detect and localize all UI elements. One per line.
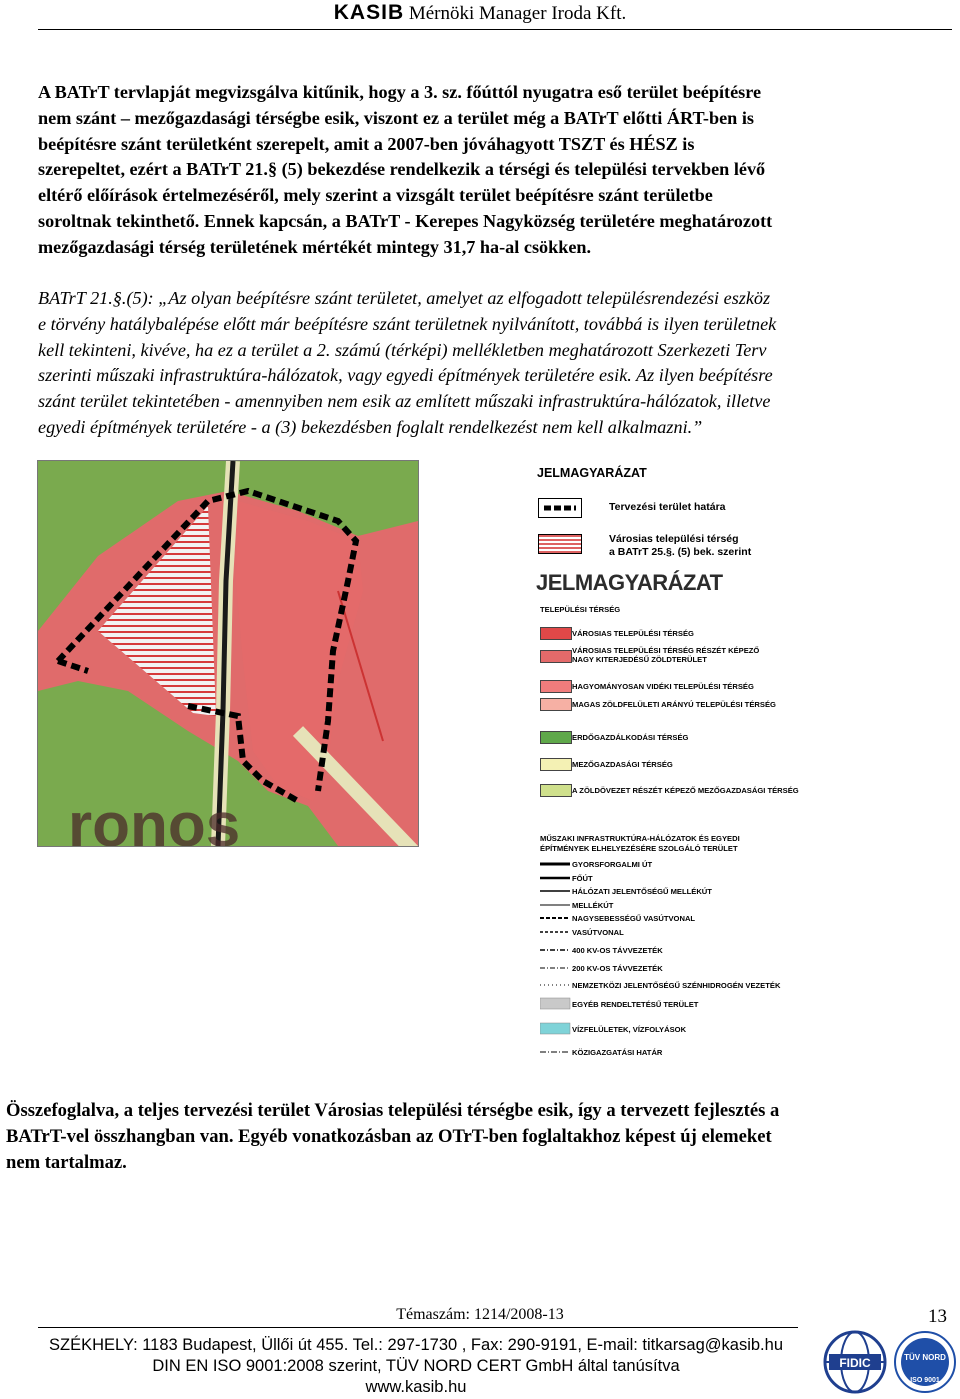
swatch-label: MEZŐGAZDASÁGI TÉRSÉG	[572, 760, 673, 769]
swatch	[540, 650, 572, 663]
legend	[530, 460, 830, 1070]
hatched-legend-icon	[538, 534, 582, 554]
page-header	[0, 2, 960, 25]
paragraph-analysis	[38, 80, 952, 261]
line-label: FŐÚT	[572, 874, 593, 883]
swatch	[540, 698, 572, 711]
legend-big-title: JELMAGYARÁZAT	[536, 570, 723, 595]
footer-website: www.kasib.hu	[365, 1378, 467, 1396]
fidic-logo	[823, 1330, 887, 1399]
swatch-label: VÁROSIAS TELEPÜLÉSI TÉRSÉG	[572, 629, 694, 638]
text-line: BATrT-vel összhangban van. Egyéb vonatkozásban az OTrT-ben foglaltakhoz képest új elemeket	[6, 1126, 772, 1147]
swatch-label: VÁROSIAS TELEPÜLÉSI TÉRSÉG RÉSZÉT KÉPEZŐ NAGY KITERJEDÉSŰ ZÖLDTERÜLET	[572, 646, 760, 664]
map-place-label: ronos	[68, 791, 241, 846]
kasib-logo: KASIB	[333, 1, 405, 24]
text-line: nem szánt – mezőgazdasági térségbe esik, viszont ez a terület még a BATrT előtti ÁRT-ben is	[38, 107, 754, 128]
footer-divider	[38, 1327, 798, 1328]
line-symbols	[540, 860, 572, 1060]
swatch	[540, 627, 572, 640]
swatch-label: ERDŐGAZDÁLKODÁSI TÉRSÉG	[572, 733, 689, 742]
boundary-legend-icon	[538, 498, 582, 518]
legend-section-infrastructure: MŰSZAKI INFRASTRUKTÚRA-HÁLÓZATOK ÉS EGYEDI ÉPÍTMÉNYEK ELHELYEZÉSÉRE SZOLGÁLÓ TERÜLET	[540, 834, 740, 853]
text-line: nem tartalmaz.	[6, 1152, 127, 1173]
paragraph-quote	[38, 286, 952, 441]
page-number: 13	[928, 1306, 947, 1327]
text-line: BATrT 21.§.(5): „Az olyan beépítésre szánt területet, amelyet az elfogadott településrendezési eszköz	[38, 288, 771, 308]
legend-item-boundary: Tervezési terület határa	[609, 501, 726, 513]
line-label: KÖZIGAZGATÁSI HATÁR	[572, 1048, 663, 1057]
paragraph-summary	[6, 1098, 952, 1176]
swatch-label: HAGYOMÁNYOSAN VIDÉKI TELEPÜLÉSI TÉRSÉG	[572, 682, 754, 691]
line-label: GYORSFORGALMI ÚT	[572, 860, 653, 869]
swatch	[540, 680, 572, 693]
text-line: soroltnak tekinthető. Ennek kapcsán, a BATrT - Kerepes Nagyközség területére meghatározott	[38, 210, 773, 231]
tuv-logo	[893, 1330, 957, 1399]
plan-map-image	[37, 460, 419, 847]
line-label: VASÚTVONAL	[572, 928, 624, 937]
text-line: egyedi építmények területére - a (3) bekezdésben foglalt rendelkezést nem kell alkalmazni.”	[38, 416, 703, 437]
text-line: kell tekinteni, kivéve, ha ez a terület a 2. számú (térképi) mellékletben meghatározott Szerkezeti Terv	[38, 339, 767, 360]
fidic-text: FIDIC	[839, 1356, 871, 1370]
line-label: MELLÉKÚT	[572, 901, 614, 910]
line-label: NEMZETKÖZI JELENTŐSÉGŰ SZÉNHIDROGÉN VEZETÉK	[572, 981, 781, 990]
text-line: eltérő előírások értelmezéséről, mely szerint a vizsgált terület beépítésre szánt területbe	[38, 185, 713, 206]
tuv-text: TÜV NORD	[904, 1353, 946, 1362]
line-label: VÍZFELÜLETEK, VÍZFOLYÁSOK	[572, 1025, 687, 1034]
legend-title: JELMAGYARÁZAT	[537, 466, 647, 480]
legend-item-urban: Városias települési térség a BATrT 25.§. (5) bek. szerint	[609, 533, 752, 558]
swatch	[540, 731, 572, 744]
text-line: szerinti műszaki infrastruktúra-hálózatok, vagy egyedi építmények területére esik. Az ilyen beépítésre	[38, 365, 773, 386]
swatch-label: MAGAS ZÖLDFELÜLETI ARÁNYÚ TELEPÜLÉSI TÉRSÉG	[572, 700, 776, 709]
swatch	[540, 758, 572, 771]
line-label: EGYÉB RENDELTETÉSŰ TERÜLET	[572, 1000, 699, 1009]
header-divider	[38, 29, 952, 30]
footer-address: SZÉKHELY: 1183 Budapest, Üllői út 455. Tel.: 297-1730 , Fax: 290-9191, E-mail: titkarsag@kasib.hu	[49, 1336, 783, 1354]
text-line: szánt terület tekintetében - amennyiben nem esik az említett műszaki infrastruktúra-hálózatok, illetve	[38, 391, 771, 412]
text-line: szerepeltet, ezért a BATrT 21.§ (5) bekezdése rendelkezik a térségi és települési tervekben lévő	[38, 159, 766, 180]
line-label: 200 KV-OS TÁVVEZETÉK	[572, 964, 663, 973]
footer-topic-number: Témaszám: 1214/2008-13	[396, 1306, 564, 1323]
text-line: e törvény hatálybalépése előtt már beépítésre szánt területnek nyilvánított, továbbá is ilyen területnek	[38, 313, 777, 334]
iso-text: ISO 9001	[910, 1377, 940, 1384]
swatch-label: A ZÖLDÖVEZET RÉSZÉT KÉPEZŐ MEZŐGAZDASÁGI TÉRSÉG	[572, 786, 799, 795]
text-line: A BATrT tervlapját megvizsgálva kitűnik, hogy a 3. sz. főúttól nyugatra eső terület beépítésre	[38, 82, 762, 102]
swatch	[540, 784, 572, 797]
map-svg	[38, 461, 418, 846]
line-label: NAGYSEBESSÉGŰ VASÚTVONAL	[572, 914, 696, 923]
legend-section-settlement: TELEPÜLÉSI TÉRSÉG	[540, 605, 621, 614]
line-label: 400 KV-OS TÁVVEZETÉK	[572, 946, 663, 955]
text-line: mezőgazdasági térség területének mértékét mintegy 31,7 ha-al csökken.	[38, 236, 592, 257]
footer-certification: DIN EN ISO 9001:2008 szerint, TÜV NORD CERT GmbH által tanúsítva	[152, 1357, 680, 1375]
line-label: HÁLÓZATI JELENTŐSÉGŰ MELLÉKÚT	[572, 887, 712, 896]
text-line: Összefoglalva, a teljes tervezési terület Városias települési térségbe esik, így a tervezett fejlesztés a	[6, 1100, 780, 1121]
company-name: Mérnöki Manager Iroda Kft.	[408, 3, 627, 24]
text-line: beépítésre szánt területként szerepelt, amit a 2007-ben jóváhagyott TSZT és HÉSZ is	[38, 133, 695, 154]
